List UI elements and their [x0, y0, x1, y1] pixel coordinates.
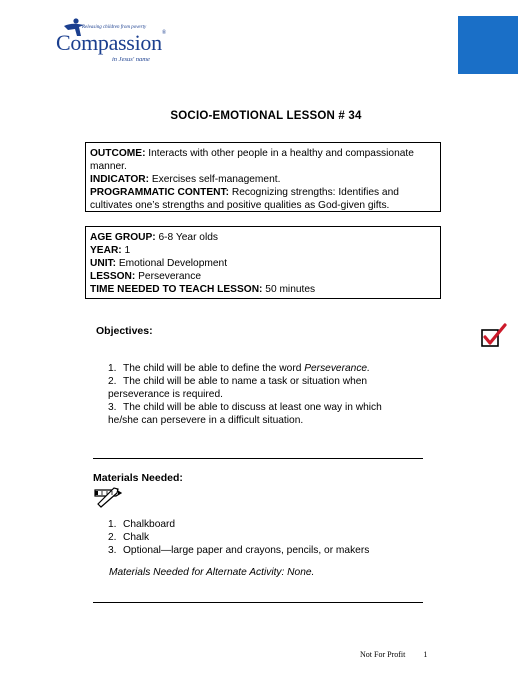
programmatic-content-line: PROGRAMMATIC CONTENT: Recognizing strengths: Identifies and cultivates one’s strengths and positive qualities as God-given gifts. [90, 187, 399, 211]
page-title: SOCIO-EMOTIONAL LESSON # 34 [170, 110, 362, 122]
alternate-activity-note: Materials Needed for Alternate Activity: None. [109, 567, 315, 578]
footer-text: Not For Profit [360, 650, 406, 659]
logo-tagline: Releasing children from poverty [82, 25, 147, 30]
unit-line: UNIT: Emotional Development [90, 258, 228, 269]
list-item: 1. Chalkboard [108, 519, 176, 530]
pencils-icon [92, 484, 126, 508]
materials-heading: Materials Needed: [93, 472, 183, 484]
materials-list [108, 518, 408, 557]
year-line: YEAR: 1 [90, 245, 131, 256]
outcome-box [85, 142, 441, 212]
outcome-line: OUTCOME: Interacts with other people in a healthy and compassionate manner. [90, 148, 414, 172]
logo-wordmark: Compassion® [56, 30, 167, 55]
list-item: 2. Chalk [108, 532, 150, 543]
section-divider [93, 458, 423, 459]
time-needed-line: TIME NEEDED TO TEACH LESSON: 50 minutes [90, 284, 316, 295]
logo-subtitle: in Jesus' name [112, 56, 150, 63]
compassion-logo [52, 18, 170, 70]
list-item: 3. Optional—large paper and crayons, pencils, or makers [108, 545, 370, 556]
objectives-heading: Objectives: [96, 325, 153, 337]
corner-color-block [458, 16, 518, 74]
objectives-list [108, 362, 408, 427]
lesson-line: LESSON: Perseverance [90, 271, 201, 282]
page-footer [360, 650, 427, 659]
section-divider [93, 602, 423, 603]
indicator-line: INDICATOR: Exercises self-management. [90, 174, 281, 185]
list-item: 1. The child will be able to define the word Perseverance. [108, 363, 370, 374]
list-item: 2. The child will be able to name a task or situation when perseverance is required. [108, 376, 368, 400]
page-number: 1 [423, 650, 428, 659]
list-item: 3. The child will be able to discuss at least one way in which he/she can persevere in a difficult situation. [108, 402, 382, 426]
checkbox-check-icon [481, 323, 507, 349]
lesson-info-box [85, 226, 441, 299]
age-group-line: AGE GROUP: 6-8 Year olds [90, 232, 218, 243]
